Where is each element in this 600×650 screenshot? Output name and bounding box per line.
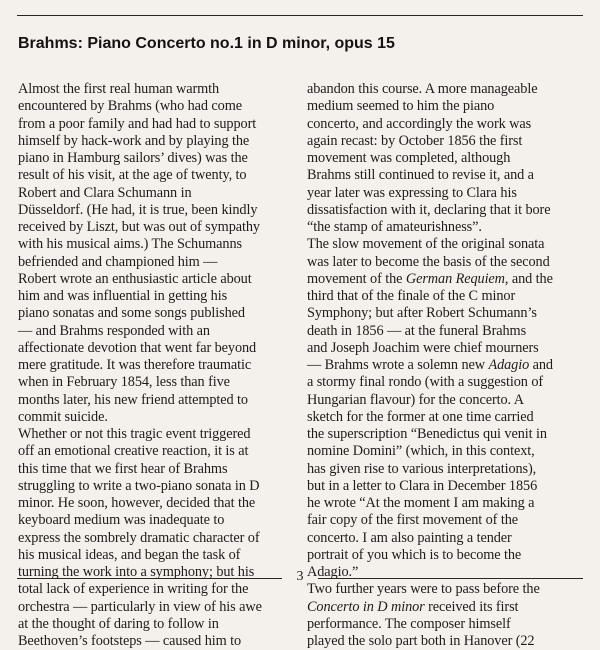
text-line: The slow movement of the original sonata <box>307 236 545 253</box>
italic-title: German Requiem <box>405 270 505 287</box>
text-line: “the stamp of amateurishness”. <box>307 219 482 235</box>
text-line: portrait of you which is to become the <box>307 546 522 563</box>
text-line: turning the work into a symphony; but his <box>18 564 255 580</box>
text-line: affectionate devotion that went far beyond <box>18 339 257 356</box>
text-line: nomine Domini” (which, in this context, <box>307 443 535 460</box>
text-line: year later was expressing to Clara his <box>307 184 517 201</box>
top-rule <box>17 15 583 16</box>
text-line: struggling to write a two-piano sonata in D <box>18 477 260 494</box>
italic-title: Adagio <box>488 357 530 373</box>
text-line: him and was influential in getting his <box>18 288 228 304</box>
text-line: express the sombrely dramatic character of <box>18 529 260 546</box>
text-line: this time that we first hear of Brahms <box>18 460 228 477</box>
text-line: the superscription “Benedictus qui venit in <box>307 426 547 442</box>
italic-title: Concerto in D minor <box>307 598 425 615</box>
text-line: third that of the finale of the C minor <box>307 288 516 304</box>
text-line: his musical ideas, and began the task of <box>18 546 241 563</box>
text-line: off an emotional creative reaction, it is at <box>18 443 249 460</box>
text-line: with his musical aims.) The Schumanns <box>18 236 242 253</box>
text-line: has given rise to various interpretations), <box>307 460 537 477</box>
text-line: Beethoven’s footsteps — caused him to <box>18 633 242 649</box>
text-line: medium seemed to him the piano <box>307 98 495 115</box>
text-line: Adagio.” <box>307 564 359 580</box>
text-line: Two further years were to pass before the <box>307 581 540 598</box>
page-number: 3 <box>296 569 304 584</box>
text-line: and Joseph Joachim were chief mourners <box>307 339 539 356</box>
text-line: Robert and Clara Schumann in <box>18 184 192 201</box>
text-line: mere gratitude. It was therefore traumatic <box>18 357 252 373</box>
text-line: movement was completed, although <box>307 150 511 166</box>
text-line: concerto. I am also painting a tender <box>307 529 512 546</box>
footer-rule-right <box>318 578 583 579</box>
text-line: received by Liszt, but was out of sympathy <box>18 219 260 235</box>
text-line: keyboard medium was inadequate to <box>18 512 225 529</box>
text-line: Düsseldorf. (He had, it is true, been kindly <box>18 201 258 218</box>
text-line: piano sonatas and some songs published <box>18 305 245 322</box>
text-line: result of his visit, at the age of twenty, to <box>18 167 247 184</box>
right-column <box>307 81 585 650</box>
text-line: total lack of experience in writing for the <box>18 581 249 598</box>
text-line: Whether or not this tragic event triggered <box>18 426 251 442</box>
text-line: concerto, and accordingly the work was <box>307 115 532 132</box>
left-column <box>18 81 293 650</box>
text-line: Symphony; but after Robert Schumann’s <box>307 305 537 322</box>
text-line: but in a letter to Clara in December 1856 <box>307 477 538 494</box>
text-line: abandon this course. A more manageable <box>307 81 538 97</box>
page-title: Brahms: Piano Concerto no.1 in D minor, opus 15 <box>18 35 395 52</box>
text-line: himself by hack-work and by playing the <box>18 132 250 149</box>
text-line: orchestra — particularly in view of his awe <box>18 598 262 615</box>
text-line: minor. He soon, however, decided that the <box>18 495 256 511</box>
footer-rule-left <box>17 578 282 579</box>
text-line: Brahms still continued to revise it, and a <box>307 167 534 184</box>
text-line: played the solo part both in Hanover (22 <box>307 633 535 649</box>
text-line: again recast: by October 1856 the first <box>307 132 523 149</box>
text-line: piano in Hamburg sailors’ dives) was the <box>18 150 248 166</box>
text-line: when in February 1854, less than five <box>18 374 230 391</box>
text-line: Almost the first real human warmth <box>18 81 220 97</box>
text-line: fair copy of the first movement of the <box>307 512 518 529</box>
text-line: sketch for the former at one time carried <box>307 408 534 425</box>
text-line: from a poor family and had had to support <box>18 115 257 132</box>
text-line: months later, his new friend attempted to <box>18 391 248 408</box>
text-line: was later to become the basis of the second <box>307 253 550 270</box>
text-line: — and Brahms responded with an <box>18 322 210 339</box>
text-line: commit suicide. <box>18 408 108 425</box>
text-line: performance. The composer himself <box>307 615 511 632</box>
text-line: Robert wrote an enthusiastic article about <box>18 270 252 287</box>
text-line: a stormy final rondo (with a suggestion of <box>307 374 544 391</box>
text-line: Hungarian flavour) for the concerto. A <box>307 391 524 408</box>
text-line: befriended and championed him — <box>18 253 218 270</box>
text-line: — Brahms wrote a solemn new Adagio and <box>307 357 553 373</box>
text-line: movement of the German Requiem, and the <box>307 270 553 287</box>
text-line: he wrote “At the moment I am making a <box>307 495 535 511</box>
text-line: Concerto in D minor received its first <box>307 598 519 615</box>
text-line: dissatisfaction with it, declaring that it bore <box>307 201 551 218</box>
text-line: death in 1856 — at the funeral Brahms <box>307 322 527 339</box>
text-line: encountered by Brahms (who had come <box>18 98 242 115</box>
text-line: at the thought of daring to follow in <box>18 615 219 632</box>
